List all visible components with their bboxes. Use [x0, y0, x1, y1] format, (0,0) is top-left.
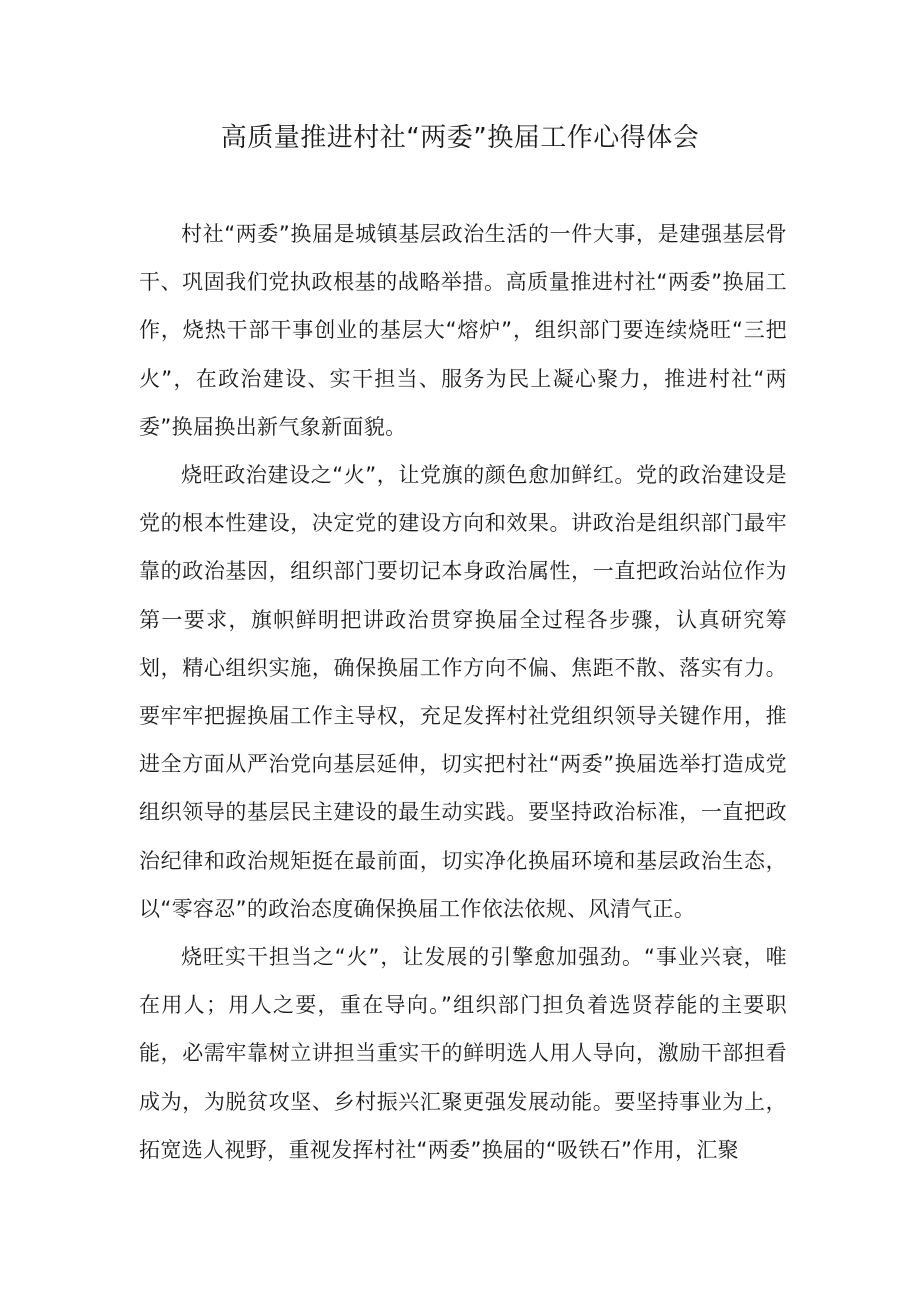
paragraph-intro: 村社“两委”换届是城镇基层政治生活的一件大事，是建强基层骨干、巩固我们党执政根基的战略举措。高质量推进村社“两委”换届工作，烧热干部干事创业的基层大“熔炉”，组织部门要连续烧旺“三把火”，在政治建设、实干担当、服务为民上凝心聚力，推进村社“两委”换届换出新气象新面貌。 — [139, 222, 787, 439]
paragraph-political-construction: 烧旺政治建设之“火”，让党旗的颜色愈加鲜红。党的政治建设是党的根本性建设，决定党的建设方向和效果。讲政治是组织部门最牢靠的政治基因，组织部门要切记本身政治属性，一直把政治站位作为第一要求，旗帜鲜明把讲政治贯穿换届全过程各步骤，认真研究筹划，精心组织实施，确保换届工作方向不偏、焦距不散、落实有力。要牢牢把握换届工作主导权，充足发挥村社党组织领导关键作用，推进全方面从严治党向基层延伸，切实把村社“两委”换届选举打造成党组织领导的基层民主建设的最生动实践。要坚持政治标准，一直把政治纪律和政治规矩挺在最前面，切实净化换届环境和基层政治生态，以“零容忍”的政治态度确保换届工作依法依规、风清气正。 — [139, 463, 787, 921]
document-body — [139, 210, 787, 1174]
paragraph-practical-responsibility: 烧旺实干担当之“火”，让发展的引擎愈加强劲。“事业兴衰，唯在用人；用人之要，重在导向。”组织部门担负着选贤荐能的主要职能，必需牢靠树立讲担当重实干的鲜明选人用人导向，激励干部担看成为，为脱贫攻坚、乡村振兴汇聚更强发展动能。要坚持事业为上，拓宽选人视野，重视发挥村社“两委”换届的“吸铁石”作用，汇聚 — [139, 945, 787, 1162]
document-title: 高质量推进村社“两委”换届工作心得体会 — [220, 123, 700, 153]
